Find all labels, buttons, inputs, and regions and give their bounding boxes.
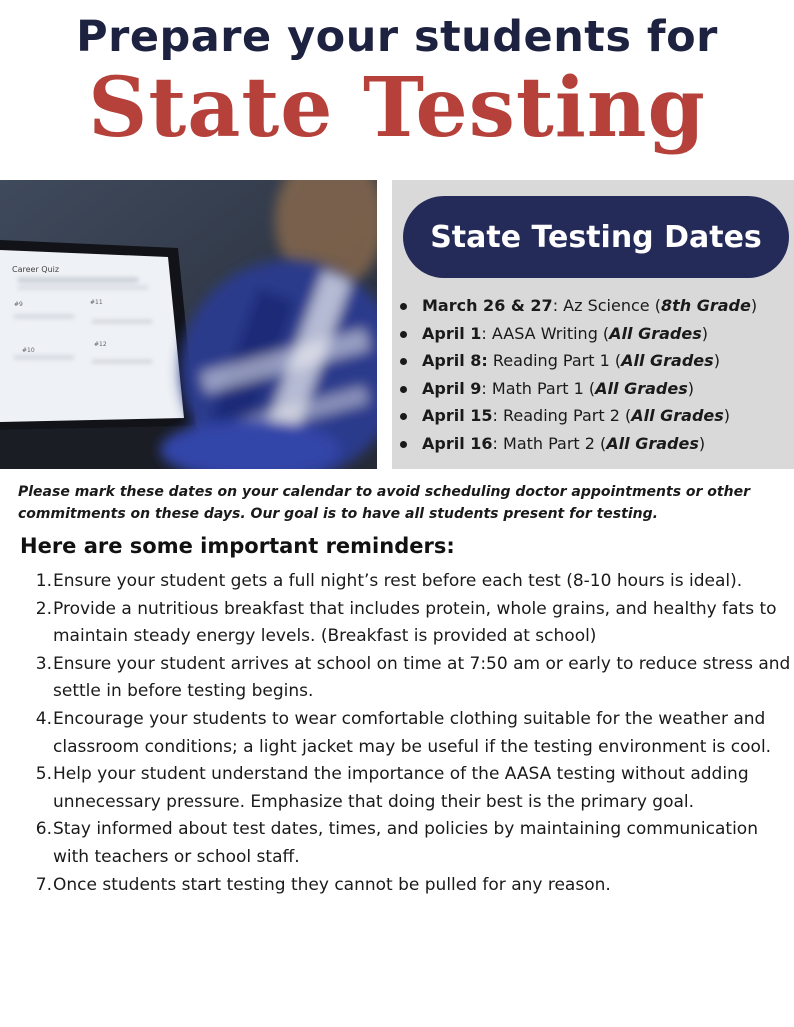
list-item xyxy=(398,402,794,430)
list-item xyxy=(32,872,792,900)
testing-dates-list xyxy=(398,292,794,457)
test-date: March 26 & 27 xyxy=(422,296,553,315)
item-text: Encourage your students to wear comfortable clothing suitable for the weather and classroom conditions; a light jacket may be useful if the testing environment is cool. xyxy=(53,708,772,757)
list-item xyxy=(32,816,792,871)
item-text: Ensure your student arrives at school on time at 7:50 am or early to reduce stress and settle in before testing begins. xyxy=(53,653,791,702)
list-item xyxy=(32,596,792,651)
item-text: Help your student understand the importance of the AASA testing without adding unnecessary pressure. Emphasize that doing their best is the primary goal. xyxy=(53,764,749,812)
test-grades: 8th Grade xyxy=(660,296,751,315)
page-title: State Testing xyxy=(88,60,706,156)
item-number: 6. xyxy=(35,819,52,840)
list-item xyxy=(32,761,792,816)
laptop-photo xyxy=(0,180,377,469)
bullet-icon xyxy=(400,303,407,310)
screen-q1: #9 xyxy=(14,301,23,308)
list-item xyxy=(398,375,794,403)
list-item xyxy=(32,568,792,596)
test-grades: All Grades xyxy=(595,378,688,398)
screen-q3: #10 xyxy=(22,347,35,354)
item-number: 1. xyxy=(35,571,52,591)
test-grades: All Grades xyxy=(606,433,699,453)
test-date: April 1 xyxy=(422,323,482,343)
list-item xyxy=(32,706,792,761)
date-separator: : xyxy=(481,351,488,370)
test-grades: All Grades xyxy=(631,406,724,425)
grades-close: ) xyxy=(713,351,720,370)
grades-close: ) xyxy=(750,296,758,315)
reminders-list xyxy=(32,568,792,899)
date-separator: : xyxy=(492,433,498,453)
item-text: Ensure your student gets a full night’s rest before each test (8-10 hours is ideal). xyxy=(53,571,743,591)
test-name: Math Part 1 ( xyxy=(486,378,596,398)
list-item xyxy=(398,320,794,348)
bullet-icon xyxy=(400,331,407,338)
grades-close: ) xyxy=(723,406,731,425)
screen-title: Career Quiz xyxy=(12,265,60,274)
headline: Prepare your students for xyxy=(76,12,718,62)
bullet-icon xyxy=(400,441,407,448)
test-name: Az Science ( xyxy=(558,296,661,315)
test-date: April 16 xyxy=(422,433,493,453)
bullet-icon xyxy=(400,386,407,393)
testing-dates-heading: State Testing Dates xyxy=(403,196,789,278)
item-number: 3. xyxy=(35,653,52,674)
grades-close: ) xyxy=(701,323,708,343)
test-name: Math Part 2 ( xyxy=(497,433,607,453)
screen-q2: #11 xyxy=(90,299,103,306)
grades-close: ) xyxy=(698,433,706,453)
bullet-icon xyxy=(400,358,407,365)
test-name: Reading Part 2 ( xyxy=(497,406,632,425)
laptop-illustration xyxy=(0,180,377,469)
reminders-heading: Here are some important reminders: xyxy=(20,534,455,558)
item-number: 4. xyxy=(35,708,52,729)
test-name: AASA Writing ( xyxy=(486,323,610,343)
date-separator: : xyxy=(481,378,487,398)
date-separator: : xyxy=(481,323,487,343)
test-grades: All Grades xyxy=(621,351,714,370)
test-name: Reading Part 1 ( xyxy=(487,351,622,370)
date-separator: : xyxy=(552,296,559,315)
list-item xyxy=(32,651,792,706)
bullet-icon xyxy=(400,413,407,420)
list-item xyxy=(398,347,794,375)
test-grades: All Grades xyxy=(609,323,702,343)
item-text: Once students start testing they cannot be pulled for any reason. xyxy=(53,874,611,895)
attendance-notice: Please mark these dates on your calendar to avoid scheduling doctor appointments or other commitments on these days. Our goal is to have all students present for testing. xyxy=(18,484,750,522)
grades-close: ) xyxy=(687,378,694,398)
list-item xyxy=(398,430,794,458)
item-number: 5. xyxy=(35,764,52,785)
test-date: April 9 xyxy=(422,378,482,398)
item-number: 7. xyxy=(35,874,52,895)
list-item xyxy=(398,292,794,320)
date-separator: : xyxy=(492,406,498,425)
screen-q4: #12 xyxy=(94,341,107,348)
item-text: Stay informed about test dates, times, and policies by maintaining communication with teachers or school staff. xyxy=(53,819,758,867)
test-date: April 15 xyxy=(422,406,493,425)
item-text: Provide a nutritious breakfast that includes protein, whole grains, and healthy fats to maintain steady energy levels. (Breakfast is provided at school) xyxy=(53,598,777,647)
test-date: April 8 xyxy=(422,351,482,370)
item-number: 2. xyxy=(35,598,52,619)
